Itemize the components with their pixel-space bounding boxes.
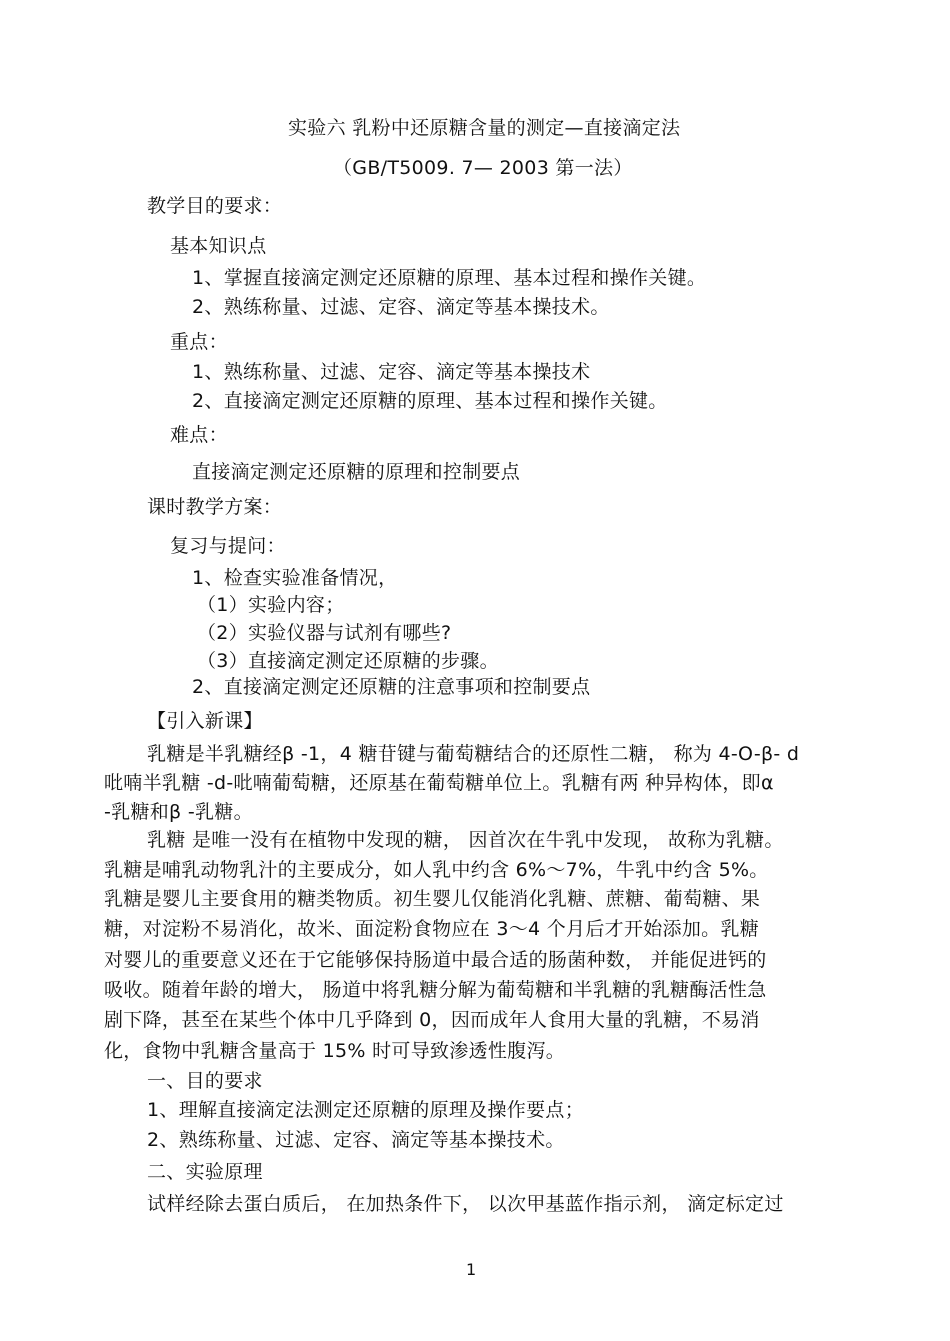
list-item: 2、熟练称量、过滤、定容、滴定等基本操技术。 [147, 1129, 565, 1151]
document-subtitle: （GB/T5009. 7— 2003 第一法） [333, 157, 633, 179]
paragraph-line: -乳糖和β -乳糖。 [104, 801, 253, 823]
list-item: 2、直接滴定测定还原糖的注意事项和控制要点 [192, 676, 591, 698]
subheading-difficulties: 难点： [170, 424, 228, 446]
paragraph-line: 吡喃半乳糖 -d-吡喃葡萄糖，还原基在葡萄糖单位上。乳糖有两 种异构体，即α [104, 772, 774, 794]
paragraph-line: 试样经除去蛋白质后， 在加热条件下， 以次甲基蓝作指示剂， 滴定标定过 [147, 1193, 784, 1215]
paragraph-line: 乳糖是哺乳动物乳汁的主要成分，如人乳中约含 6%～7%，牛乳中约含 5%。 [104, 859, 769, 881]
list-item: 1、掌握直接滴定测定还原糖的原理、基本过程和操作关键。 [192, 267, 707, 289]
list-item: 2、熟练称量、过滤、定容、滴定等基本操技术。 [192, 296, 610, 318]
list-item: 直接滴定测定还原糖的原理和控制要点 [192, 461, 521, 483]
section-heading-objectives-2: 一、目的要求 [147, 1070, 263, 1092]
paragraph-line: 化，食物中乳糖含量高于 15% 时可导致渗透性腹泻。 [104, 1040, 566, 1062]
page-number: 1 [466, 1260, 477, 1279]
paragraph-line: 对婴儿的重要意义还在于它能够保持肠道中最合适的肠菌种数， 并能促进钙的 [104, 949, 767, 971]
paragraph-line: 糖，对淀粉不易消化，故米、面淀粉食物应在 3～4 个月后才开始添加。乳糖 [104, 918, 760, 940]
list-item: （2）实验仪器与试剂有哪些? [197, 622, 452, 644]
list-item: 1、理解直接滴定法测定还原糖的原理及操作要点； [147, 1099, 584, 1121]
section-heading-teaching-plan: 课时教学方案： [147, 496, 283, 518]
section-heading-objectives: 教学目的要求： [147, 195, 283, 217]
paragraph-line: 乳糖是半乳糖经β -1，4 糖苷键与葡萄糖结合的还原性二糖， 称为 4-O-β- d [147, 743, 800, 765]
list-item: （1）实验内容； [197, 594, 345, 616]
paragraph-line: 乳糖 是唯一没有在植物中发现的糖， 因首次在牛乳中发现， 故称为乳糖。 [147, 829, 784, 851]
list-item: 1、熟练称量、过滤、定容、滴定等基本操技术 [192, 361, 591, 383]
subheading-key-points: 重点： [170, 331, 228, 353]
paragraph-line: 剧下降，甚至在某些个体中几乎降到 0，因而成年人食用大量的乳糖，不易消 [104, 1009, 760, 1031]
section-heading-principle: 二、实验原理 [147, 1161, 263, 1183]
paragraph-line: 乳糖是婴儿主要食用的糖类物质。初生婴儿仅能消化乳糖、蔗糖、葡萄糖、果 [104, 888, 761, 910]
section-heading-new-lesson: 【引入新课】 [147, 710, 263, 732]
list-item: （3）直接滴定测定还原糖的步骤。 [197, 650, 499, 672]
document-title: 实验六 乳粉中还原糖含量的测定—直接滴定法 [288, 117, 681, 139]
subheading-review: 复习与提问： [170, 535, 286, 557]
list-item: 2、直接滴定测定还原糖的原理、基本过程和操作关键。 [192, 390, 668, 412]
paragraph-line: 吸收。随着年龄的增大， 肠道中将乳糖分解为葡萄糖和半乳糖的乳糖酶活性急 [104, 979, 767, 1001]
subheading-basic-knowledge: 基本知识点 [170, 235, 267, 257]
list-item: 1、检查实验准备情况， [192, 567, 398, 589]
